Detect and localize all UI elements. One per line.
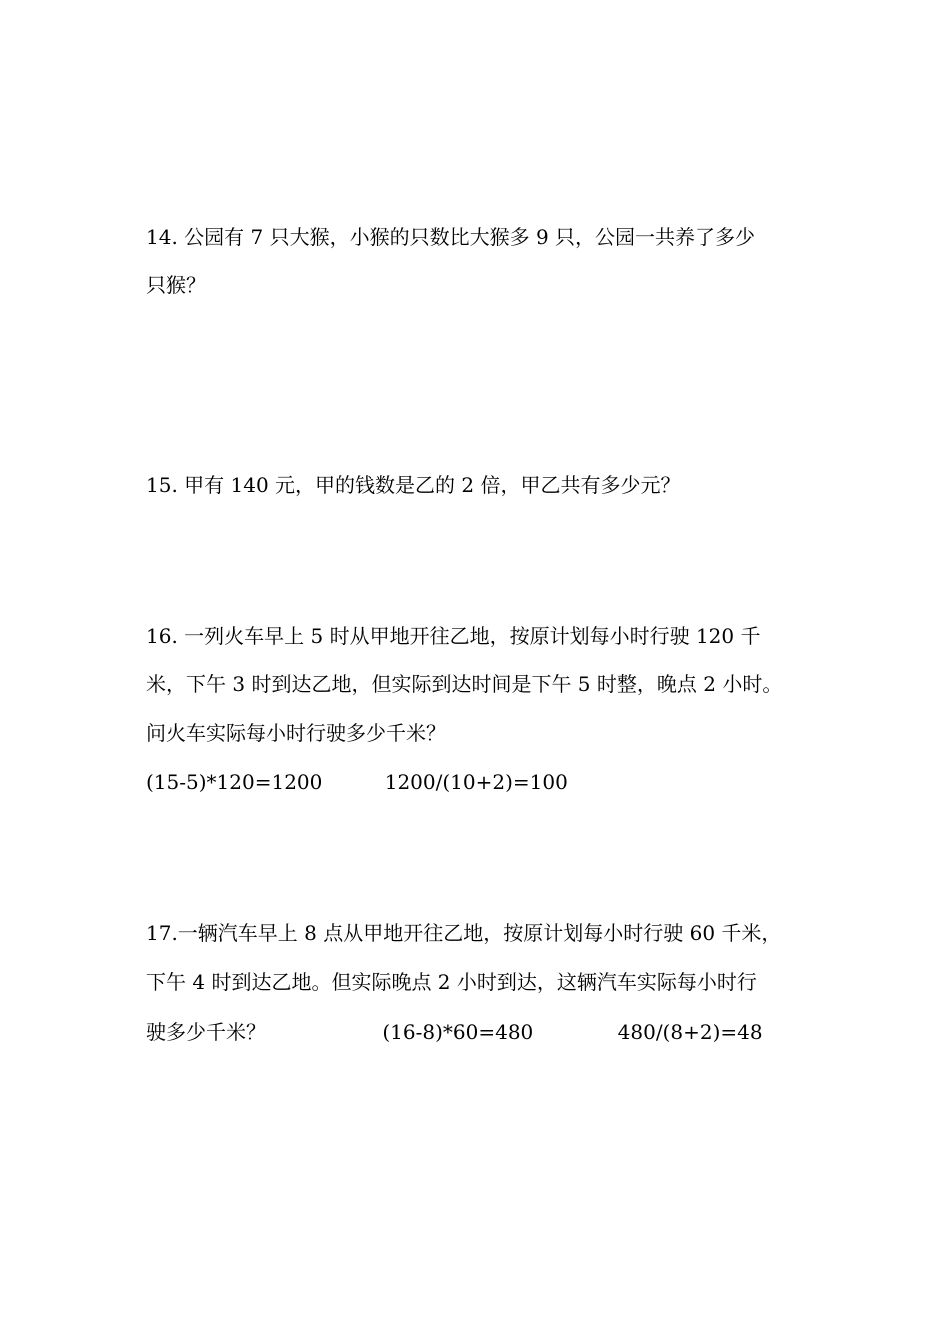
problem-17-question-tail: 驶多少千米？	[146, 1020, 266, 1044]
problem-14-line-2: 只猴？	[146, 273, 206, 297]
problem-15-line-1: 15. 甲有 140 元，甲的钱数是乙的 2 倍，甲乙共有多少元？	[146, 473, 681, 497]
problem-16-answer-step-2: 1200/(10+2)=100	[384, 770, 568, 794]
problem-16-answer	[146, 770, 568, 794]
problem-16-line-1: 16. 一列火车早上 5 时从甲地开往乙地，按原计划每小时行驶 120 千	[146, 624, 761, 648]
problem-17-answer-step-1: (16-8)*60=480	[382, 1020, 534, 1044]
problem-17-answer-step-2: 480/(8+2)=48	[617, 1020, 763, 1044]
problem-16-line-2: 米，下午 3 时到达乙地，但实际到达时间是下午 5 时整，晚点 2 小时。	[146, 672, 783, 696]
problem-16-line-3: 问火车实际每小时行驶多少千米？	[146, 721, 446, 745]
problem-17-line-3	[146, 1020, 763, 1044]
problem-17-line-2: 下午 4 时到达乙地。但实际晚点 2 小时到达，这辆汽车实际每小时行	[146, 970, 757, 994]
problem-17-line-1: 17.一辆汽车早上 8 点从甲地开往乙地，按原计划每小时行驶 60 千米，	[146, 921, 782, 945]
problem-14-line-1: 14. 公园有 7 只大猴，小猴的只数比大猴多 9 只，公园一共养了多少	[146, 225, 756, 249]
problem-16-answer-step-1: (15-5)*120=1200	[146, 770, 323, 794]
